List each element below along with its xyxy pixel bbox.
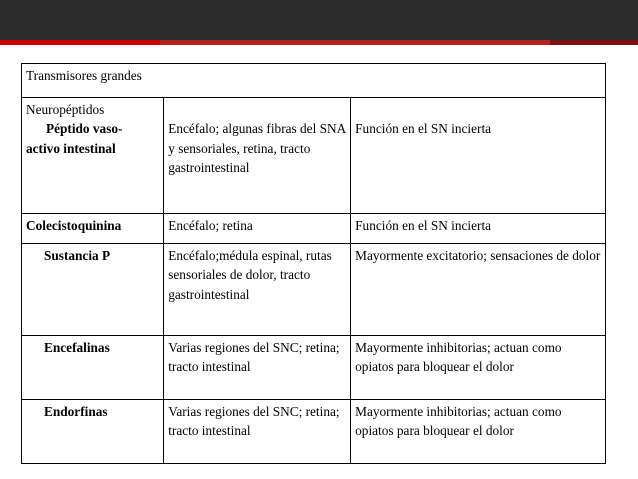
header-accent-stripe [0,40,160,45]
function-cell [351,98,606,214]
section-title-cell: Transmisores grandes [22,64,606,98]
header-accent-stripe [550,40,638,45]
name-cell: Colecistoquinina [22,214,164,244]
group-label: Neuropéptidos [26,102,105,117]
table-row [22,64,606,98]
function-cell: Función en el SN incierta [351,214,606,244]
row-name-continued: activo intestinal [26,140,116,156]
name-cell: Encefalinas [22,336,164,400]
name-cell [22,98,164,214]
table-row [22,400,606,464]
table-row [22,214,606,244]
table-row [22,336,606,400]
name-cell: Sustancia P [22,244,164,336]
location-cell: Encéfalo; retina [164,214,351,244]
table-row [22,98,606,214]
neurotransmitter-table [21,63,606,464]
function-cell: Mayormente inhibitorias; actuan como opiatos para bloquear el dolor [351,400,606,464]
function-cell: Mayormente inhibitorias; actuan como opiatos para bloquear el dolor [351,336,606,400]
table-row [22,244,606,336]
row-name: Péptido vaso- [46,121,123,137]
location-text: Encéfalo; algunas fibras del SNA y sensoriales, retina, tracto gastrointestinal [168,121,346,175]
name-cell: Endorfinas [22,400,164,464]
function-cell: Mayormente excitatorio; sensaciones de dolor [351,244,606,336]
header-accent-stripe [160,40,550,45]
slide-header-bar [0,0,638,40]
location-cell: Encéfalo;médula espinal, rutas sensoriales de dolor, tracto gastrointestinal [164,244,351,336]
function-text: Función en el SN incierta [355,121,492,137]
location-cell: Varias regiones del SNC; retina; tracto intestinal [164,400,351,464]
location-cell: Varias regiones del SNC; retina; tracto intestinal [164,336,351,400]
location-cell [164,98,351,214]
